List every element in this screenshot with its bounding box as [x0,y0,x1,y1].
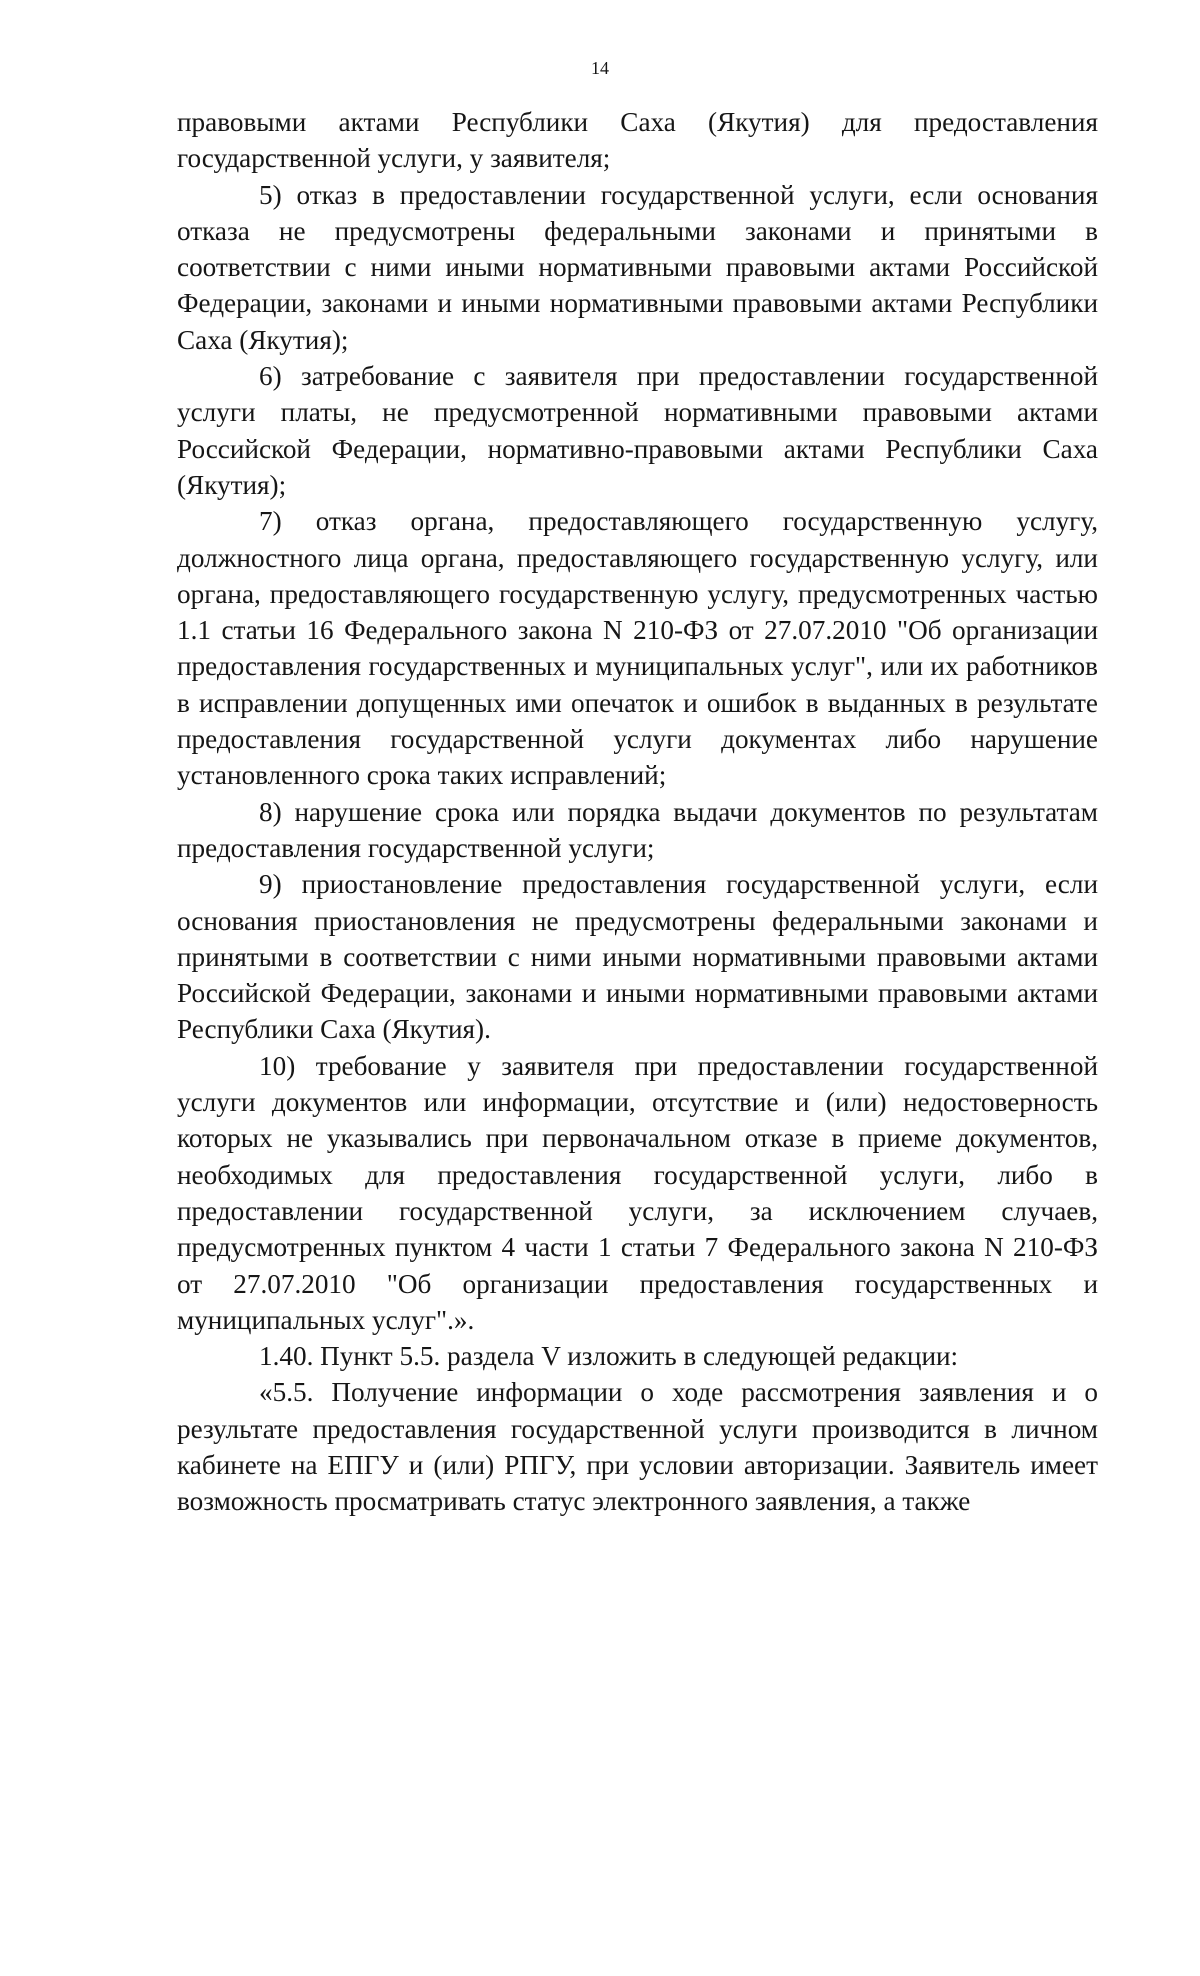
paragraph-item-5: 5) отказ в предоставлении государственной услуги, если основания отказа не предусмотрены федеральными законами и принятыми в соответствии с ними иными нормативными правовыми актами Российской Федерации, законами и иными нормативными правовыми актами Республики Саха (Якутия); [177,179,1098,355]
paragraph-item-8: 8) нарушение срока или порядка выдачи документов по результатам предоставления государственной услуги; [177,796,1098,863]
paragraph-item-10: 10) требование у заявителя при предоставлении государственной услуги документов или информации, отсутствие и (или) недостоверность которых не указывались при первоначальном отказе в приеме документов, необходимых для предоставления государственной услуги, либо в предоставлении государственной услуги, за исключением случаев, предусмотренных пунктом 4 части 1 статьи 7 Федерального закона N 210-ФЗ от 27.07.2010 "Об организации предоставления государственных и муниципальных услуг".». [177,1050,1098,1335]
paragraph-item-7: 7) отказ органа, предоставляющего государственную услугу, должностного лица органа, предоставляющего государственную услугу, или органа, предоставляющего государственную услугу, предусмотренных частью 1.1 статьи 16 Федерального закона N 210-ФЗ от 27.07.2010 "Об организации предоставления государственных и муниципальных услуг", или их работников в исправлении допущенных ими опечаток и ошибок в выданных в результате предоставления государственной услуги документах либо нарушение установленного срока таких исправлений; [177,506,1098,791]
page-number: 14 [591,58,609,78]
paragraph-item-9: 9) приостановление предоставления государственной услуги, если основания приостановления не предусмотрены федеральными законами и принятыми в соответствии с ними иными нормативными правовыми актами Российской Федерации, законами и иными нормативными правовыми актами Республики Саха (Якутия). [177,869,1098,1045]
paragraph-section-1-40: 1.40. Пункт 5.5. раздела V изложить в следующей редакции: [259,1341,959,1372]
paragraph-section-5-5: «5.5. Получение информации о ходе рассмотрения заявления и о результате предоставления государственной услуги производится в личном кабинете на ЕПГУ и (или) РПГУ, при условии авторизации. Заявитель имеет возможность просматривать статус электронного заявления, а также [177,1377,1098,1517]
document-body [177,104,1098,1520]
paragraph-continuation: правовыми актами Республики Саха (Якутия) для предоставления государственной услуги, у заявителя; [177,107,1098,174]
paragraph-item-6: 6) затребование с заявителя при предоставлении государственной услуги платы, не предусмотренной нормативными правовыми актами Российской Федерации, нормативно-правовыми актами Республики Саха (Якутия); [177,361,1098,500]
